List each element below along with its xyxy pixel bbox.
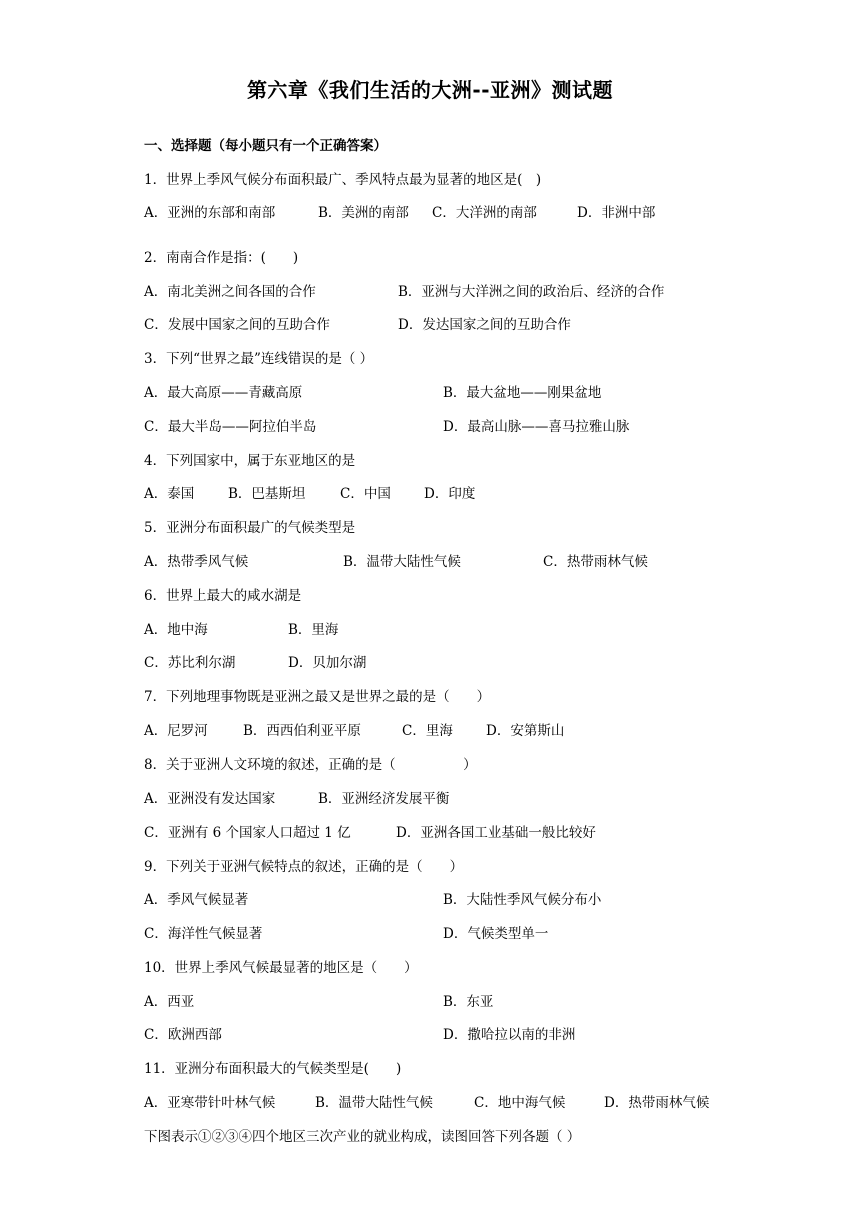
question-8-option-c: C．亚洲有 6 个国家人口超过 1 亿 xyxy=(144,825,351,841)
question-4-option-d: D．印度 xyxy=(424,486,476,502)
question-5-option-b: B．温带大陆性气候 xyxy=(343,554,461,570)
question-9-option-d: D．气候类型单一 xyxy=(443,926,549,942)
question-3-option-a: A．最大高原——青藏高原 xyxy=(144,385,303,401)
question-10-stem: 10．世界上季风气候最显著的地区是（ ） xyxy=(144,960,418,976)
question-4-stem: 4．下列国家中，属于东亚地区的是 xyxy=(144,453,356,469)
question-2-option-d: D．发达国家之间的互助合作 xyxy=(398,317,571,333)
question-2-option-c: C．发展中国家之间的互助合作 xyxy=(144,317,330,333)
question-3-stem: 3．下列“世界之最”连线错误的是（ ） xyxy=(144,351,374,367)
question-5-option-c: C．热带雨林气候 xyxy=(543,554,648,570)
question-1-stem: 1．世界上季风气候分布面积最广、季风特点最为显著的地区是( ) xyxy=(144,172,542,188)
question-9-option-c: C．海洋性气候显著 xyxy=(144,926,263,942)
question-8-option-a: A．亚洲没有发达国家 xyxy=(144,791,276,807)
question-11-stem: 11．亚洲分布面积最大的气候类型是( ) xyxy=(144,1061,402,1077)
question-10-option-d: D．撒哈拉以南的非洲 xyxy=(443,1027,576,1043)
question-10-option-b: B．东亚 xyxy=(443,994,494,1010)
question-6-option-d: D．贝加尔湖 xyxy=(288,655,367,671)
question-6-option-a: A．地中海 xyxy=(144,622,208,638)
question-3-option-c: C．最大半岛——阿拉伯半岛 xyxy=(144,419,317,435)
question-4-option-a: A．泰国 xyxy=(144,486,195,502)
question-11-option-b: B．温带大陆性气候 xyxy=(315,1095,433,1111)
question-6-option-b: B．里海 xyxy=(288,622,339,638)
question-5-stem: 5．亚洲分布面积最广的气候类型是 xyxy=(144,520,356,536)
question-10-option-a: A．西亚 xyxy=(144,994,195,1010)
question-12-intro: 下图表示①②③④四个地区三次产业的就业构成，读图回答下列各题（ ） xyxy=(144,1129,581,1145)
question-4-option-b: B．巴基斯坦 xyxy=(228,486,306,502)
question-7-option-b: B．西西伯利亚平原 xyxy=(243,723,361,739)
question-9-option-b: B．大陆性季风气候分布小 xyxy=(443,892,602,908)
question-8-option-d: D．亚洲各国工业基础一般比较好 xyxy=(396,825,596,841)
question-11-option-a: A．亚寒带针叶林气候 xyxy=(144,1095,276,1111)
question-8-stem: 8．关于亚洲人文环境的叙述，正确的是（ ） xyxy=(144,757,477,773)
question-9-stem: 9．下列关于亚洲气候特点的叙述，正确的是（ ） xyxy=(144,859,464,875)
question-7-option-c: C．里海 xyxy=(402,723,453,739)
question-5-option-a: A．热带季风气候 xyxy=(144,554,249,570)
question-9-option-a: A．季风气候显著 xyxy=(144,892,249,908)
question-1-option-c: C．大洋洲的南部 xyxy=(432,205,537,221)
question-7-stem: 7．下列地理事物既是亚洲之最又是世界之最的是（ ） xyxy=(144,689,491,705)
question-7-option-d: D．安第斯山 xyxy=(486,723,565,739)
question-10-option-c: C．欧洲西部 xyxy=(144,1027,222,1043)
question-2-option-b: B．亚洲与大洋洲之间的政治后、经济的合作 xyxy=(398,284,665,300)
question-6-option-c: C．苏比利尔湖 xyxy=(144,655,236,671)
section-heading: 一、选择题（每小题只有一个正确答案） xyxy=(144,138,387,154)
question-8-option-b: B．亚洲经济发展平衡 xyxy=(318,791,450,807)
question-11-option-d: D．热带雨林气候 xyxy=(604,1095,710,1111)
question-3-option-b: B．最大盆地——刚果盆地 xyxy=(443,385,602,401)
question-1-option-b: B．美洲的南部 xyxy=(318,205,409,221)
question-2-stem: 2．南南合作是指：( ) xyxy=(144,250,299,266)
question-7-option-a: A．尼罗河 xyxy=(144,723,208,739)
question-1-option-a: A．亚洲的东部和南部 xyxy=(144,205,276,221)
page-title: 第六章《我们生活的大洲--亚洲》测试题 xyxy=(246,78,614,102)
question-6-stem: 6．世界上最大的咸水湖是 xyxy=(144,588,302,604)
question-1-option-d: D．非洲中部 xyxy=(577,205,656,221)
question-3-option-d: D．最高山脉——喜马拉雅山脉 xyxy=(443,419,630,435)
question-4-option-c: C．中国 xyxy=(340,486,391,502)
question-11-option-c: C．地中海气候 xyxy=(474,1095,566,1111)
question-2-option-a: A．南北美洲之间各国的合作 xyxy=(144,284,316,300)
